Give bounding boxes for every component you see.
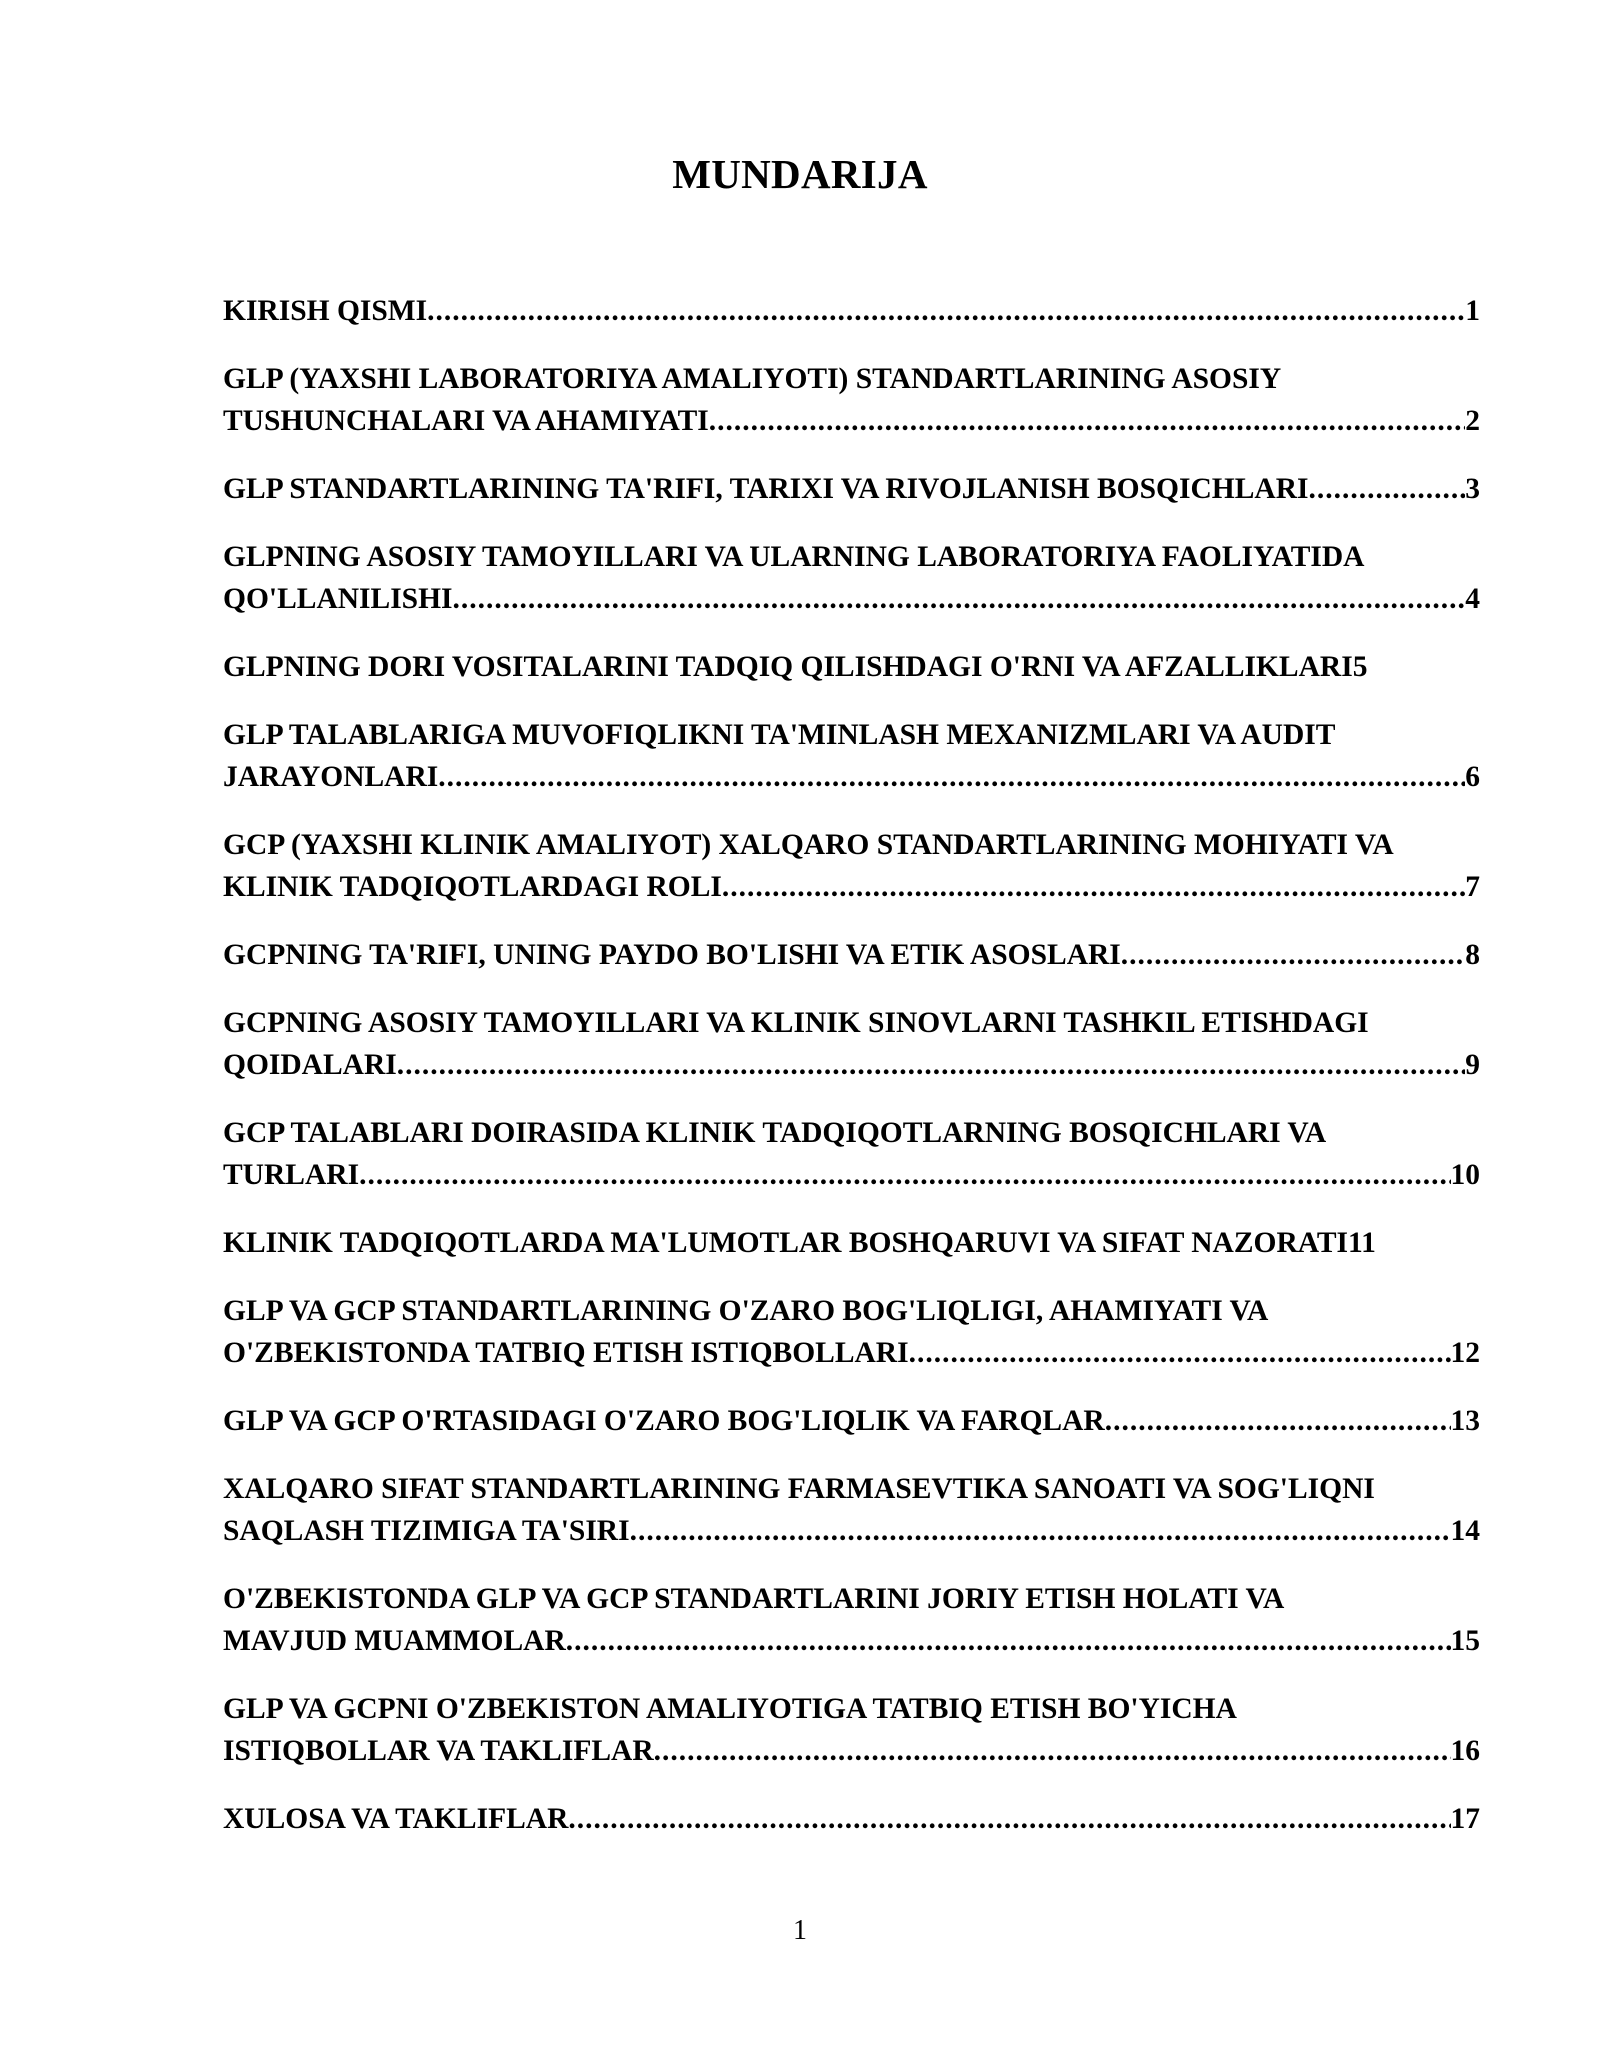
toc-entry-title-line: ISTIQBOLLAR VA TAKLIFLAR	[223, 1735, 654, 1767]
toc-page-number: 1	[1465, 295, 1480, 327]
toc-entry[interactable]	[223, 1290, 1480, 1374]
toc-entry[interactable]	[223, 1578, 1480, 1662]
toc-entry[interactable]	[223, 1002, 1480, 1086]
dot-leader	[568, 1798, 1450, 1840]
toc-entry-title-line: GLP STANDARTLARINING TA'RIFI, TARIXI VA RIVOJLANISH BOSQICHLARI	[223, 473, 1309, 505]
page-title: MUNDARIJA	[672, 151, 928, 197]
toc-entry-last-line	[223, 290, 1480, 332]
dot-leader	[453, 578, 1466, 620]
toc-entry[interactable]	[223, 824, 1480, 908]
toc-entry[interactable]	[223, 1798, 1480, 1840]
toc-page-number: 9	[1465, 1049, 1480, 1081]
toc-entry[interactable]	[223, 468, 1480, 510]
toc-entry-title-line: GCPNING ASOSIY TAMOYILLARI VA KLINIK SINOVLARNI TASHKIL ETISHDAGI	[223, 1007, 1369, 1039]
toc-entry-title-line: SAQLASH TIZIMIGA TA'SIRI	[223, 1515, 630, 1547]
toc-entry-title-line: GLP VA GCPNI O'ZBEKISTON AMALIYOTIGA TATBIQ ETISH BO'YICHA	[223, 1693, 1237, 1725]
toc-entry-title-line: KLINIK TADQIQOTLARDA MA'LUMOTLAR BOSHQARUVI VA SIFAT NAZORATI	[223, 1227, 1349, 1259]
toc-entry-title-line: KIRISH QISMI	[223, 295, 428, 327]
toc-entry-last-line	[223, 1222, 1480, 1264]
dot-leader	[722, 866, 1465, 908]
dot-leader	[709, 400, 1465, 442]
toc-entry-title-line: QO'LLANILISHI	[223, 583, 453, 615]
toc-entry-last-line	[223, 400, 1480, 442]
toc-entry[interactable]	[223, 714, 1480, 798]
toc-page-number: 12	[1450, 1337, 1480, 1369]
toc-entry[interactable]	[223, 1112, 1480, 1196]
dot-leader	[566, 1620, 1451, 1662]
toc-entry-last-line	[223, 1510, 1480, 1552]
toc-entry-last-line	[223, 756, 1480, 798]
toc-page-number: 5	[1352, 651, 1368, 683]
toc-entry[interactable]	[223, 1468, 1480, 1552]
toc-entry-title-line: GCP TALABLARI DOIRASIDA KLINIK TADQIQOTLARNING BOSQICHLARI VA	[223, 1117, 1327, 1149]
toc-entry-title-line: O'ZBEKISTONDA TATBIQ ETISH ISTIQBOLLARI	[223, 1337, 909, 1369]
toc-page-number: 16	[1450, 1735, 1480, 1767]
toc-entry-last-line	[223, 578, 1480, 620]
toc-entry-title-line: JARAYONLARI	[223, 761, 439, 793]
dot-leader	[359, 1154, 1450, 1196]
dot-leader	[909, 1332, 1451, 1374]
toc-entry-title-line: GLP (YAXSHI LABORATORIYA AMALIYOTI) STANDARTLARINING ASOSIY	[223, 363, 1282, 395]
toc-page-number: 6	[1465, 761, 1480, 793]
dot-leader	[654, 1730, 1451, 1772]
toc-entry-last-line	[223, 1044, 1480, 1086]
toc-page-number: 17	[1450, 1803, 1480, 1835]
toc-entry[interactable]	[223, 536, 1480, 620]
toc-entry-last-line	[223, 1798, 1480, 1840]
toc-page-number: 14	[1450, 1515, 1480, 1547]
toc-entry-title-line: TUSHUNCHALARI VA AHAMIYATI	[223, 405, 709, 437]
page-number: 1	[793, 1915, 807, 1946]
dot-leader	[427, 290, 1465, 332]
toc-entry[interactable]	[223, 1222, 1480, 1264]
toc-page-number: 4	[1465, 583, 1480, 615]
toc-entry-title-line: GCPNING TA'RIFI, UNING PAYDO BO'LISHI VA ETIK ASOSLARI	[223, 939, 1121, 971]
toc-entry-title-line: GLP TALABLARIGA MUVOFIQLIKNI TA'MINLASH MEXANIZMLARI VA AUDIT	[223, 719, 1336, 751]
toc-entry-title-line: KLINIK TADQIQOTLARDAGI ROLI	[223, 871, 722, 903]
dot-leader	[630, 1510, 1451, 1552]
dot-leader	[1105, 1400, 1451, 1442]
toc-entry-last-line	[223, 1620, 1480, 1662]
dot-leader	[1308, 468, 1465, 510]
toc-entry-title-line: GLP VA GCP O'RTASIDAGI O'ZARO BOG'LIQLIK VA FARQLAR	[223, 1405, 1105, 1437]
dot-leader	[1121, 934, 1465, 976]
toc-entry-last-line	[223, 1332, 1480, 1374]
toc-page-number: 11	[1348, 1227, 1376, 1259]
toc-entry-title-line: XULOSA VA TAKLIFLAR	[223, 1803, 569, 1835]
toc-entry-title-line: GCP (YAXSHI KLINIK AMALIYOT) XALQARO STANDARTLARINING MOHIYATI VA	[223, 829, 1394, 861]
toc-entry[interactable]	[223, 934, 1480, 976]
toc-entry[interactable]	[223, 290, 1480, 332]
toc-entry-last-line	[223, 866, 1480, 908]
toc-entry-title-line: GLPNING ASOSIY TAMOYILLARI VA ULARNING LABORATORIYA FAOLIYATIDA	[223, 541, 1365, 573]
toc-entry[interactable]	[223, 358, 1480, 442]
dot-leader	[438, 756, 1465, 798]
toc-entry-last-line	[223, 646, 1480, 688]
toc-entry-last-line	[223, 468, 1480, 510]
table-of-contents	[223, 290, 1480, 1866]
toc-entry-title-line: TURLARI	[223, 1159, 360, 1191]
toc-entry[interactable]	[223, 1688, 1480, 1772]
toc-page-number: 13	[1450, 1405, 1480, 1437]
toc-entry-title-line: GLPNING DORI VOSITALARINI TADQIQ QILISHDAGI O'RNI VA AFZALLIKLARI	[223, 651, 1353, 683]
toc-entry-title-line: QOIDALARI	[223, 1049, 397, 1081]
toc-entry-last-line	[223, 1730, 1480, 1772]
toc-page-number: 7	[1465, 871, 1480, 903]
toc-entry-title-line: MAVJUD MUAMMOLAR	[223, 1625, 566, 1657]
toc-entry[interactable]	[223, 646, 1480, 688]
toc-entry-last-line	[223, 934, 1480, 976]
toc-page-number: 3	[1465, 473, 1480, 505]
toc-entry-last-line	[223, 1400, 1480, 1442]
toc-entry-last-line	[223, 1154, 1480, 1196]
toc-entry[interactable]	[223, 1400, 1480, 1442]
dot-leader	[397, 1044, 1466, 1086]
toc-page-number: 15	[1450, 1625, 1480, 1657]
toc-entry-title-line: XALQARO SIFAT STANDARTLARINING FARMASEVTIKA SANOATI VA SOG'LIQNI	[223, 1473, 1375, 1505]
toc-entry-title-line: GLP VA GCP STANDARTLARINING O'ZARO BOG'LIQLIGI, AHAMIYATI VA	[223, 1295, 1269, 1327]
toc-entry-title-line: O'ZBEKISTONDA GLP VA GCP STANDARTLARINI JORIY ETISH HOLATI VA	[223, 1583, 1285, 1615]
toc-page-number: 2	[1465, 405, 1480, 437]
toc-page-number: 10	[1450, 1159, 1480, 1191]
toc-page-number: 8	[1465, 939, 1480, 971]
